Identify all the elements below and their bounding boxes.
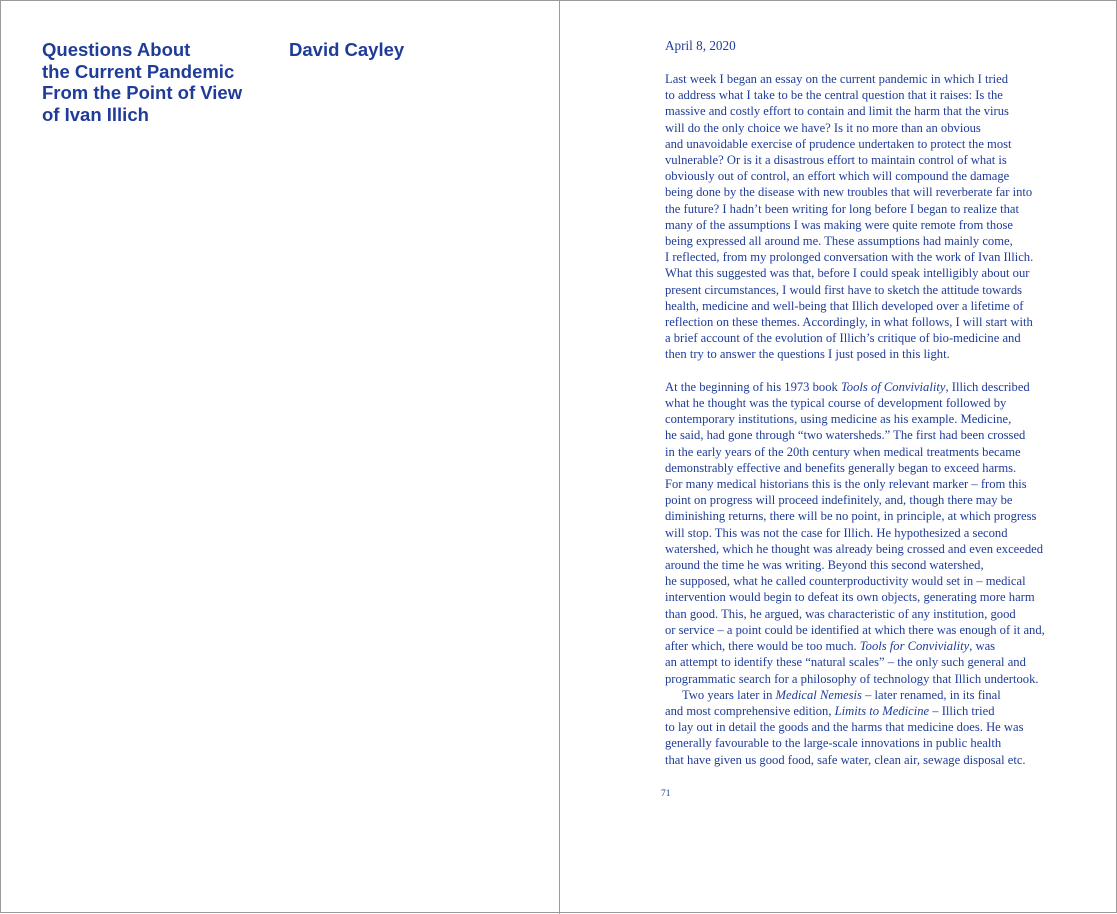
- text-line: he said, had gone through “two watersheds.” The first had been crossed: [665, 428, 1026, 443]
- title-line: From the Point of View: [42, 82, 243, 104]
- text-line: health, medicine and well-being that Illich developed over a lifetime of: [665, 298, 1024, 313]
- text-line: vulnerable? Or is it a disastrous effort to maintain control of what is: [665, 153, 1007, 168]
- text-line: Last week I began an essay on the current pandemic in which I tried: [665, 72, 1009, 86]
- text-line: around the time he was writing. Beyond this second watershed,: [665, 558, 984, 573]
- text-line: what he thought was the typical course of development followed by: [665, 396, 1007, 411]
- title-line: the Current Pandemic: [42, 60, 235, 82]
- article-title: [42, 39, 272, 126]
- text-line: to address what I take to be the central question that it raises: Is the: [665, 88, 1003, 103]
- text-segment: Two years later in: [682, 687, 776, 702]
- text-line: massive and costly effort to contain and limit the harm that the virus: [665, 104, 1009, 119]
- text-line: will do the only choice we have? Is it no more than an obvious: [665, 120, 981, 135]
- text-line: present circumstances, I would first have to sketch the attitude towards: [665, 282, 1023, 297]
- text-line: [665, 638, 1085, 654]
- article-date: April 8, 2020: [665, 38, 736, 53]
- text-line: What this suggested was that, before I could speak intelligibly about our: [665, 266, 1030, 281]
- text-segment: – Illich tried: [929, 703, 995, 718]
- text-segment: and most comprehensive edition,: [665, 703, 835, 718]
- text-line: demonstrably effective and benefits generally began to exceed harms.: [665, 460, 1017, 475]
- text-segment: At the beginning of his 1973 book: [665, 379, 841, 394]
- text-line: point on progress will proceed indefinitely, and, though there may be: [665, 493, 1013, 508]
- body-paragraph: [665, 379, 1085, 687]
- text-segment: , Illich described: [945, 379, 1030, 394]
- text-line: then try to answer the questions I just posed in this light.: [665, 347, 950, 362]
- text-line: contemporary institutions, using medicine as his example. Medicine,: [665, 412, 1012, 427]
- text-line: he supposed, what he called counterproductivity would set in – medical: [665, 574, 1026, 589]
- page-number: 71: [661, 789, 671, 799]
- text-line: diminishing returns, there will be no point, in principle, at which progress: [665, 509, 1037, 524]
- text-segment: after which, there would be too much.: [665, 639, 860, 654]
- book-title-italic: Limits to Medicine: [834, 703, 930, 718]
- text-line: programmatic search for a philosophy of technology that Illich undertook.: [665, 671, 1039, 686]
- text-segment: , was: [969, 639, 996, 654]
- text-line: being expressed all around me. These assumptions had mainly come,: [665, 234, 1013, 249]
- text-line: intervention would begin to defeat its own objects, generating more harm: [665, 590, 1035, 605]
- text-line: or service – a point could be identified at which there was enough of it and,: [665, 622, 1045, 637]
- text-line: watershed, which he thought was already being crossed and even exceeded: [665, 541, 1044, 556]
- text-line: generally favourable to the large-scale innovations in public health: [665, 736, 1002, 751]
- body-paragraph: [665, 687, 1085, 768]
- title-line: Questions About: [42, 39, 191, 60]
- text-line: [665, 687, 1085, 703]
- text-line: [665, 703, 1085, 719]
- text-line: For many medical historians this is the only relevant marker – from this: [665, 477, 1027, 492]
- text-line: in the early years of the 20th century when medical treatments became: [665, 444, 1021, 459]
- text-line: [665, 379, 1085, 395]
- book-title-italic: Tools for Conviviality: [859, 639, 970, 654]
- text-line: I reflected, from my prolonged conversation with the work of Ivan Illich.: [665, 250, 1034, 265]
- text-line: many of the assumptions I was making were quite remote from those: [665, 217, 1013, 232]
- text-line: and unavoidable exercise of prudence undertaken to protect the most: [665, 136, 1012, 151]
- text-line: being done by the disease with new troubles that will reverberate far into: [665, 185, 1033, 200]
- text-line: reflection on these themes. Accordingly, in what follows, I will start with: [665, 315, 1033, 330]
- text-line: a brief account of the evolution of Illich’s critique of bio-medicine and: [665, 331, 1021, 346]
- body-paragraph: [665, 71, 1085, 363]
- text-line: obviously out of control, an effort which will compound the damage: [665, 169, 1010, 184]
- text-line: to lay out in detail the goods and the harms that medicine does. He was: [665, 720, 1024, 735]
- article-body: [665, 71, 1085, 768]
- text-line: an attempt to identify these “natural scales” – the only such general and: [665, 655, 1026, 670]
- title-line: of Ivan Illich: [42, 104, 149, 126]
- text-line: the future? I hadn’t been writing for long before I began to realize that: [665, 201, 1019, 216]
- book-title-italic: Medical Nemesis: [775, 687, 862, 702]
- book-title-italic: Tools of Conviviality: [840, 379, 946, 394]
- text-line: that have given us good food, safe water, clean air, sewage disposal etc.: [665, 752, 1026, 767]
- text-line: than good. This, he argued, was characteristic of any institution, good: [665, 606, 1016, 621]
- author-name: David Cayley: [289, 39, 405, 60]
- text-segment: – later renamed, in its final: [861, 687, 1001, 702]
- text-line: will stop. This was not the case for Illich. He hypothesized a second: [665, 525, 1008, 540]
- page-gutter: [559, 1, 560, 914]
